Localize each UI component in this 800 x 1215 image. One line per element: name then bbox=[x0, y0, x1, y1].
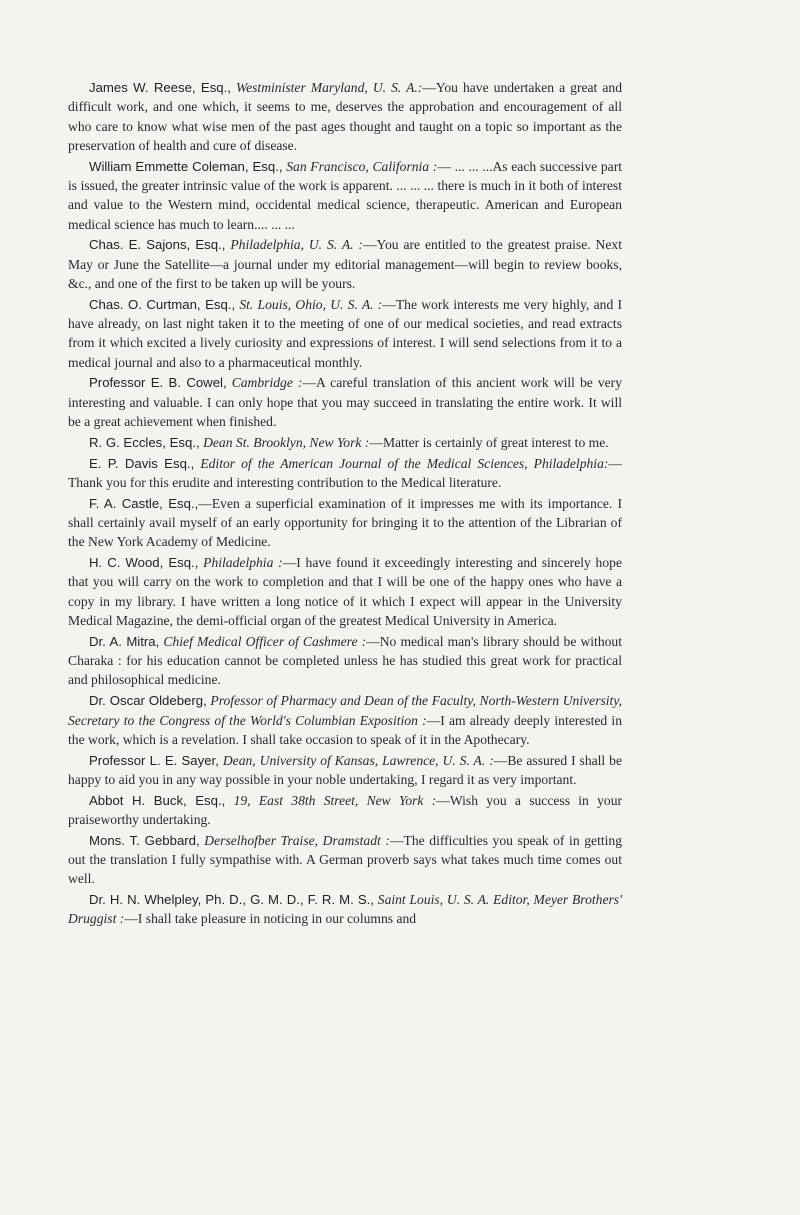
testimonial-entry bbox=[68, 494, 622, 552]
testimonial-affiliation: Dean St. Brooklyn, New York : bbox=[203, 434, 370, 450]
testimonial-text: —Wish you a success in your praiseworthy undertaking. bbox=[68, 792, 623, 827]
testimonial-author: Dr. Oscar Oldeberg, bbox=[89, 693, 207, 709]
testimonial-affiliation: 19, East 38th Street, New York : bbox=[233, 792, 437, 808]
testimonial-text: —The work interests me very highly, and I have already, on last night taken it to the meeting of one of our medical societies, and read extracts from it which excited a lively curiosity and expressions of interest. I will send selections from it to a medical journal and also to a pharmaceutical monthly. bbox=[68, 296, 622, 370]
testimonial-affiliation: San Francisco, California : bbox=[286, 158, 438, 174]
testimonial-affiliation: Saint Louis, U. S. A. Editor, Meyer Brothers' Druggist : bbox=[68, 892, 622, 927]
testimonial-author: Mons. T. Gebbard, bbox=[89, 832, 200, 848]
testimonial-text: —No medical man's library should be without Charaka : for his education cannot be completed unless he has studied this great work for practical and philosophical medicine. bbox=[68, 633, 622, 688]
testimonial-entry bbox=[68, 78, 622, 155]
testimonial-entry bbox=[68, 691, 622, 749]
testimonial-affiliation: Cambridge : bbox=[231, 375, 303, 391]
testimonial-entry bbox=[68, 831, 622, 889]
testimonial-author: Dr. A. Mitra, bbox=[89, 633, 160, 649]
testimonial-text: —Thank you for this erudite and interesting contribution to the Medical literature. bbox=[68, 455, 622, 490]
testimonial-text: —I am already deeply interested in the work, which is a revelation. I shall take occasion to speak of it in the Apothecary. bbox=[68, 712, 622, 747]
testimonial-entry bbox=[68, 791, 622, 830]
testimonial-entry bbox=[68, 235, 622, 293]
testimonial-affiliation: Philadelphia : bbox=[203, 555, 283, 571]
testimonial-author: Chas. O. Curtman, Esq., bbox=[89, 296, 236, 312]
testimonial-author: Abbot H. Buck, Esq., bbox=[89, 792, 226, 808]
testimonial-text: — ... ... ...As each successive part is issued, the greater intrinsic value of the work is apparent. ... ... ... there is much in it both of interest and value to the Western mind, occidental medical science, therapeutic. American and European medical science has much to learn.... ... ... bbox=[68, 158, 622, 232]
testimonial-entry bbox=[68, 632, 622, 690]
testimonial-text: —The difficulties you speak of in getting out the translation I fully sympathise with. A German proverb says what takes much time comes out well. bbox=[68, 832, 622, 887]
testimonial-text: —I have found it exceedingly interesting and sincerely hope that you will carry on the work to completion and that I will be one of the happy ones who have a copy in my library. I have written a long notice of it which I expect will appear in the University Medical Magazine, the demi-official organ of the greatest Medical University in America. bbox=[68, 555, 622, 629]
testimonial-text: —Be assured I shall be happy to aid you in any way possible in your noble undertaking, I regard it as very important. bbox=[68, 752, 622, 787]
testimonial-author: Dr. H. N. Whelpley, Ph. D., G. M. D., F. R. M. S., bbox=[89, 892, 374, 908]
testimonial-author: Chas. E. Sajons, Esq., bbox=[89, 237, 226, 253]
testimonial-entry bbox=[68, 454, 622, 493]
testimonial-text: —Even a superficial examination of it impresses me with its importance. I shall certainly avail myself of an early opportunity for bringing it to the attention of the Librarian of the New York Academy of Medicine. bbox=[68, 495, 623, 550]
testimonial-affiliation: Dean, University of Kansas, Lawrence, U. S. A. : bbox=[222, 752, 494, 768]
testimonial-author: William Emmette Coleman, Esq., bbox=[89, 158, 283, 174]
testimonial-entry bbox=[68, 373, 622, 431]
testimonial-author: Professor E. B. Cowel, bbox=[89, 375, 227, 391]
testimonial-entry bbox=[68, 157, 622, 234]
testimonial-entry bbox=[68, 553, 622, 630]
testimonial-affiliation: Derselhofber Traise, Dramstadt : bbox=[204, 832, 390, 848]
testimonial-affiliation: Philadelphia, U. S. A. : bbox=[230, 237, 363, 253]
testimonial-text: —A careful translation of this ancient work will be very interesting and valuable. I can only hope that you may succeed in translating the entire work. It will be a great achievement when finished. bbox=[68, 375, 622, 430]
testimonial-affiliation: Westminister Maryland, U. S. A.: bbox=[236, 80, 423, 95]
testimonial-author: H. C. Wood, Esq., bbox=[89, 555, 199, 571]
testimonial-text: —I shall take pleasure in noticing in our columns and bbox=[124, 911, 417, 927]
testimonial-author: E. P. Davis Esq., bbox=[89, 455, 195, 471]
testimonial-entry bbox=[68, 433, 622, 452]
testimonial-affiliation: Chief Medical Officer of Cashmere : bbox=[163, 633, 367, 649]
testimonial-author: R. G. Eccles, Esq., bbox=[89, 434, 200, 450]
testimonial-entry bbox=[68, 890, 622, 929]
testimonial-affiliation: Professor of Pharmacy and Dean of the Faculty, North-Western University, Secretary to the Congress of the World's Columbian Exposition : bbox=[68, 693, 623, 728]
testimonial-entry bbox=[68, 295, 622, 372]
testimonial-text: —You are entitled to the greatest praise. Next May or June the Satellite—a journal under my editorial management—will begin to review books, &c., and one of the first to be taken up will be yours. bbox=[68, 237, 622, 291]
testimonials-list bbox=[68, 78, 622, 929]
testimonial-affiliation: St. Louis, Ohio, U. S. A. : bbox=[239, 296, 383, 312]
testimonial-entry bbox=[68, 751, 622, 790]
testimonial-text: —Matter is certainly of great interest to me. bbox=[369, 434, 609, 450]
testimonial-affiliation: Editor of the American Journal of the Medical Sciences, Philadelphia: bbox=[200, 455, 609, 471]
testimonial-text: —You have undertaken a great and difficult work, and one which, it seems to me, deserves the approbation and encouragement of all who care to know what wise men of the past ages thought and taught on a topic so important as the preservation of health and cure of disease. bbox=[68, 80, 622, 153]
testimonial-author: Professor L. E. Sayer, bbox=[89, 752, 219, 768]
testimonial-author: James W. Reese, Esq., bbox=[89, 80, 231, 95]
testimonial-author: F. A. Castle, Esq., bbox=[89, 495, 199, 511]
